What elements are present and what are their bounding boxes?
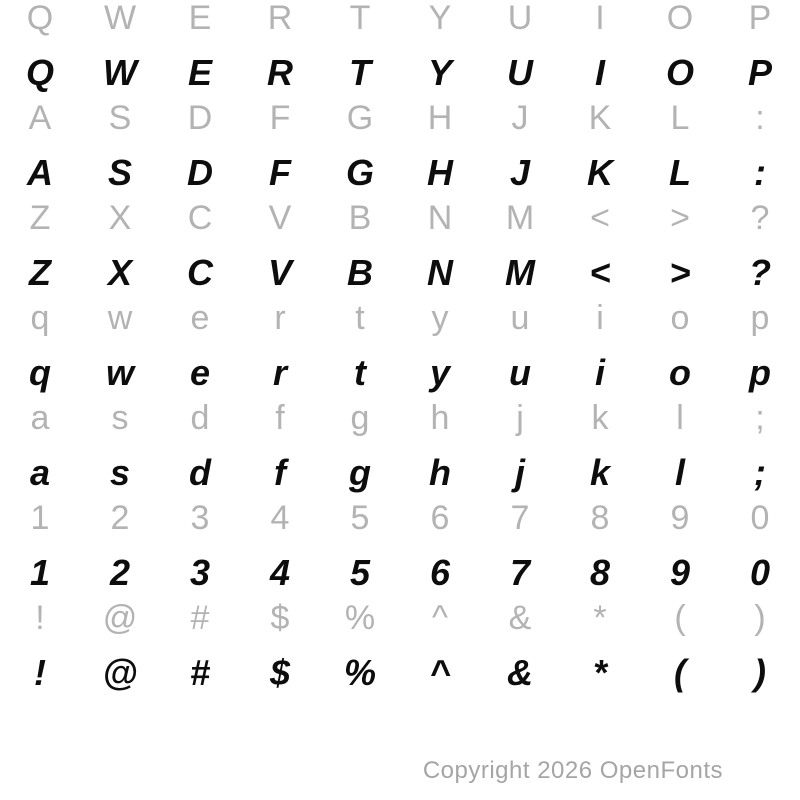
glyph-cell: y	[431, 299, 449, 337]
glyph-cell: 0	[749, 552, 771, 593]
glyph-row-sample	[0, 545, 800, 601]
glyph-cell: 5	[350, 499, 370, 537]
glyph-cell: R	[267, 52, 293, 93]
glyph-cell: :	[755, 99, 765, 137]
glyph-cell: d	[189, 452, 211, 493]
glyph-cell: 6	[430, 499, 450, 537]
glyph-cell: (	[674, 599, 686, 637]
glyph-cell: p	[749, 352, 771, 393]
glyph-cell: X	[108, 199, 132, 237]
glyph-cell: a	[29, 452, 51, 493]
glyph-cell: s	[109, 452, 131, 493]
glyph-cell: :	[754, 152, 766, 193]
glyph-cell: p	[750, 299, 770, 337]
glyph-cell: i	[594, 352, 605, 393]
glyph-cell: k	[591, 399, 609, 437]
glyph-cell: r	[272, 352, 287, 393]
glyph-cell: M	[505, 199, 535, 237]
glyph-cell: N	[427, 252, 453, 293]
glyph-cell: (	[674, 652, 686, 693]
glyph-row-reference	[0, 498, 800, 538]
glyph-cell: S	[108, 99, 132, 137]
glyph-cell: R	[267, 0, 293, 37]
glyph-cell: 4	[270, 499, 290, 537]
glyph-cell: *	[593, 599, 607, 637]
glyph-cell: G	[346, 99, 374, 137]
glyph-cell: V	[267, 252, 292, 293]
glyph-cell: Q	[25, 52, 54, 93]
glyph-cell: Z	[29, 199, 51, 237]
glyph-cell: C	[187, 199, 213, 237]
glyph-cell: W	[103, 52, 137, 93]
glyph-cell: h	[429, 452, 451, 493]
glyph-cell: I	[594, 52, 605, 93]
glyph-cell: F	[269, 99, 291, 137]
glyph-cell: N	[427, 199, 453, 237]
glyph-cell: 0	[750, 499, 770, 537]
glyph-row-sample	[0, 145, 800, 201]
glyph-row-reference	[0, 0, 800, 38]
glyph-cell: H	[427, 99, 453, 137]
glyph-cell: l	[676, 399, 684, 437]
glyph-cell: A	[27, 152, 53, 193]
glyph-cell: V	[268, 199, 292, 237]
glyph-cell: U	[507, 0, 533, 37]
glyph-cell: g	[349, 452, 371, 493]
glyph-cell: I	[595, 0, 605, 37]
glyph-cell: >	[670, 199, 690, 237]
glyph-cell: j	[514, 452, 525, 493]
glyph-cell: o	[669, 352, 691, 393]
glyph-cell: J	[511, 99, 529, 137]
glyph-cell: K	[587, 152, 613, 193]
glyph-cell: ;	[754, 452, 766, 493]
glyph-cell: !	[35, 599, 45, 637]
glyph-cell: W	[103, 0, 137, 37]
glyph-cell: 9	[669, 552, 691, 593]
glyph-cell: @	[102, 599, 138, 637]
glyph-cell: ?	[750, 199, 770, 237]
glyph-cell: g	[350, 399, 370, 437]
glyph-cell: ?	[749, 252, 771, 293]
glyph-cell: D	[187, 152, 213, 193]
glyph-cell: X	[107, 252, 132, 293]
glyph-cell: @	[102, 652, 138, 693]
glyph-row-reference	[0, 398, 800, 438]
glyph-cell: S	[107, 152, 132, 193]
glyph-cell: j	[516, 399, 524, 437]
glyph-cell: H	[427, 152, 453, 193]
glyph-row-sample	[0, 445, 800, 501]
glyph-cell: E	[188, 0, 212, 37]
glyph-row-sample	[0, 245, 800, 301]
glyph-cell: ^	[429, 652, 451, 693]
glyph-cell: )	[754, 599, 766, 637]
glyph-cell: )	[754, 652, 766, 693]
glyph-cell: 8	[589, 552, 611, 593]
glyph-cell: a	[30, 399, 50, 437]
glyph-cell: 2	[109, 552, 131, 593]
glyph-cell: L	[669, 152, 691, 193]
glyph-cell: T	[349, 52, 371, 93]
glyph-cell: 7	[509, 552, 531, 593]
glyph-cell: P	[748, 0, 772, 37]
glyph-cell: s	[111, 399, 129, 437]
glyph-cell: e	[190, 299, 210, 337]
glyph-cell: G	[345, 152, 374, 193]
glyph-cell: &	[508, 599, 532, 637]
glyph-cell: &	[507, 652, 533, 693]
glyph-cell: B	[348, 199, 372, 237]
glyph-cell: L	[670, 99, 690, 137]
glyph-cell: 2	[110, 499, 130, 537]
glyph-cell: i	[596, 299, 604, 337]
glyph-cell: u	[509, 352, 531, 393]
glyph-cell: E	[187, 52, 212, 93]
glyph-cell: d	[190, 399, 210, 437]
glyph-row-reference	[0, 598, 800, 638]
glyph-cell: q	[30, 299, 50, 337]
glyph-cell: q	[29, 352, 51, 393]
glyph-cell: *	[592, 652, 607, 693]
glyph-cell: !	[34, 652, 46, 693]
glyph-cell: #	[190, 599, 210, 637]
glyph-cell: $	[269, 652, 291, 693]
glyph-cell: Z	[29, 252, 51, 293]
glyph-cell: U	[507, 52, 533, 93]
glyph-cell: u	[510, 299, 530, 337]
glyph-cell: P	[747, 52, 772, 93]
glyph-cell: 3	[189, 552, 211, 593]
glyph-cell: e	[189, 352, 211, 393]
glyph-row-sample	[0, 645, 800, 701]
glyph-cell: f	[275, 399, 285, 437]
glyph-cell: J	[509, 152, 531, 193]
glyph-cell: T	[349, 0, 371, 37]
glyph-cell: O	[665, 52, 694, 93]
glyph-cell: #	[189, 652, 211, 693]
glyph-cell: 6	[429, 552, 451, 593]
glyph-row-reference	[0, 198, 800, 238]
glyph-cell: 1	[30, 499, 50, 537]
glyph-row-reference	[0, 98, 800, 138]
glyph-cell: O	[666, 0, 694, 37]
glyph-cell: l	[674, 452, 685, 493]
glyph-cell: %	[343, 652, 376, 693]
glyph-cell: f	[274, 452, 286, 493]
glyph-cell: h	[430, 399, 450, 437]
glyph-cell: w	[105, 352, 134, 393]
glyph-cell: $	[270, 599, 290, 637]
glyph-cell: 1	[29, 552, 51, 593]
glyph-cell: w	[107, 299, 133, 337]
glyph-cell: K	[588, 99, 612, 137]
glyph-row-reference	[0, 298, 800, 338]
glyph-cell: Y	[427, 52, 452, 93]
glyph-cell: 9	[670, 499, 690, 537]
glyph-cell: B	[347, 252, 373, 293]
glyph-cell: 4	[269, 552, 291, 593]
glyph-cell: M	[505, 252, 535, 293]
glyph-cell: A	[28, 99, 52, 137]
glyph-cell: D	[187, 99, 213, 137]
glyph-cell: 5	[349, 552, 371, 593]
glyph-cell: r	[274, 299, 286, 337]
glyph-cell: >	[669, 252, 691, 293]
glyph-cell: F	[269, 152, 291, 193]
glyph-cell: 8	[590, 499, 610, 537]
glyph-cell: Y	[428, 0, 452, 37]
glyph-cell: <	[589, 252, 611, 293]
glyph-row-sample	[0, 45, 800, 101]
glyph-cell: t	[354, 352, 366, 393]
glyph-cell: o	[670, 299, 690, 337]
glyph-cell: ;	[755, 399, 765, 437]
glyph-row-sample	[0, 345, 800, 401]
glyph-cell: k	[589, 452, 611, 493]
glyph-cell: %	[344, 599, 376, 637]
copyright-text: Copyright 2026 OpenFonts	[422, 757, 723, 784]
glyph-cell: y	[429, 352, 451, 393]
glyph-cell: C	[187, 252, 213, 293]
glyph-cell: 7	[510, 499, 530, 537]
glyph-cell: t	[355, 299, 365, 337]
glyph-cell: <	[590, 199, 610, 237]
glyph-cell: 3	[190, 499, 210, 537]
glyph-cell: Q	[26, 0, 54, 37]
glyph-cell: ^	[432, 599, 448, 637]
